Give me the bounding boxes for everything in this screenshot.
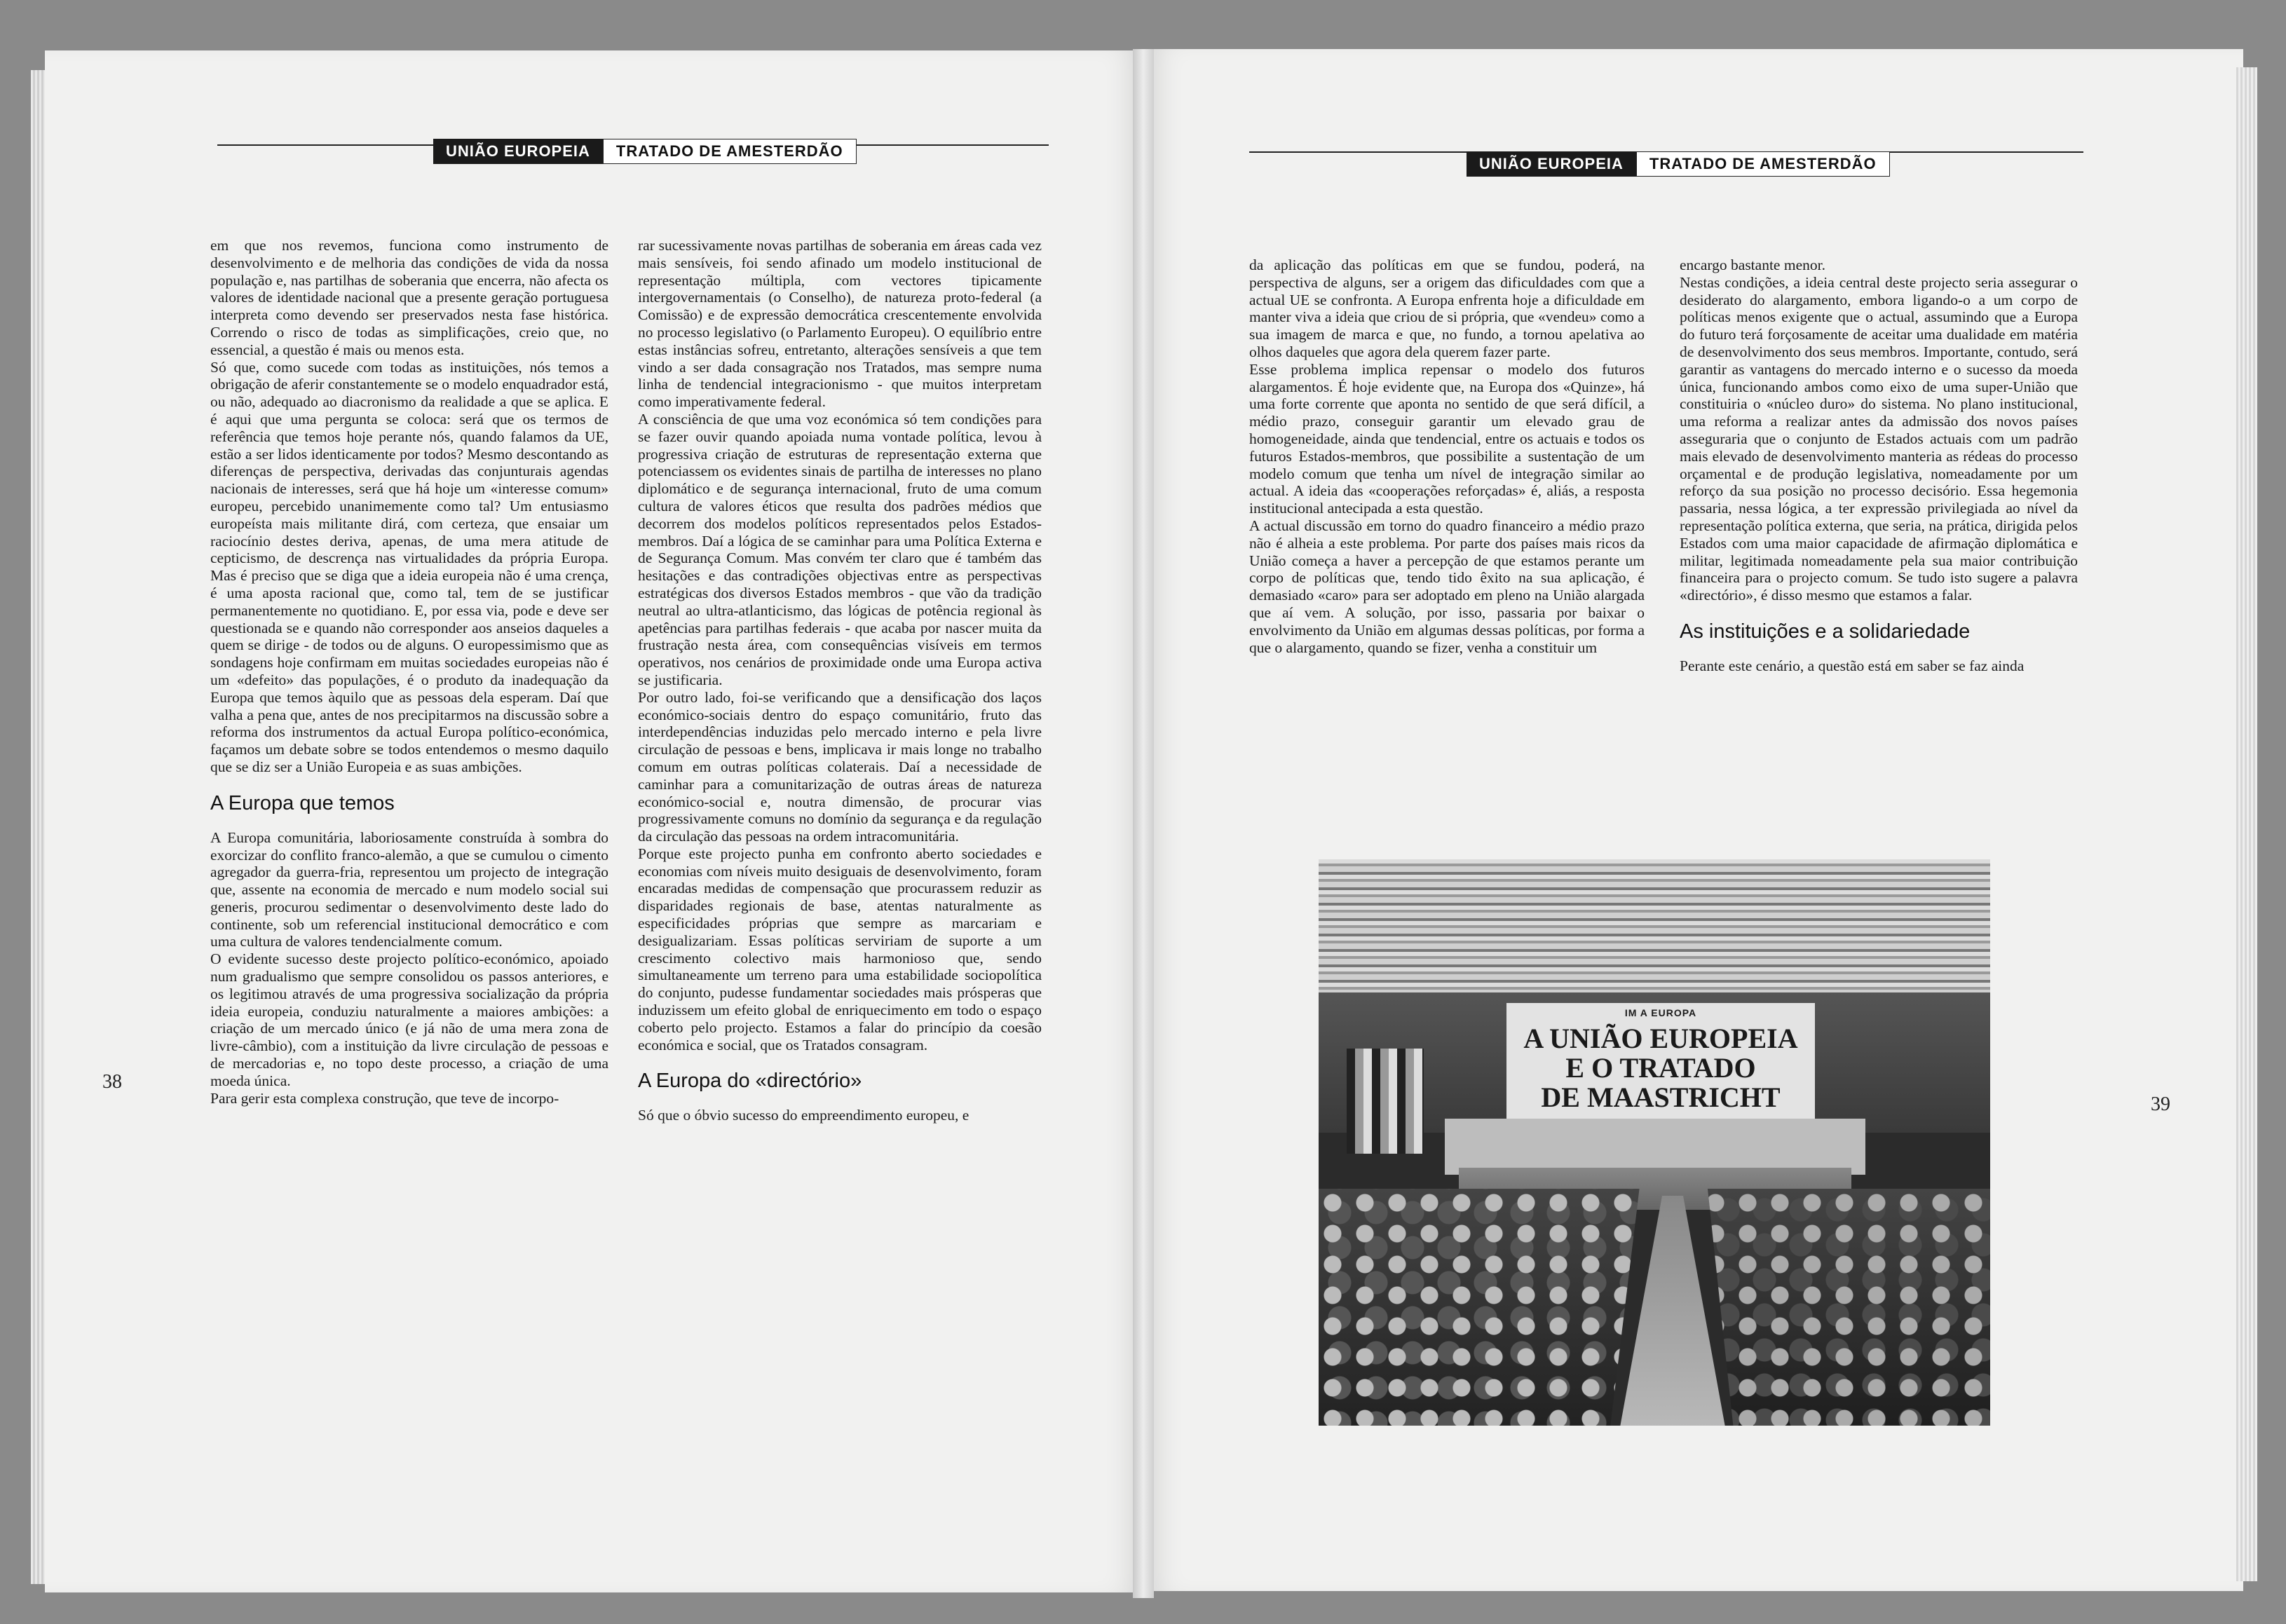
page-stack-edge-right: [2236, 67, 2257, 1581]
paragraph: Perante este cenário, a questão está em saber se faz ainda: [1680, 657, 2025, 674]
photo-banner: [1506, 1003, 1815, 1122]
running-header-left: [433, 139, 857, 164]
left-column-1: [210, 237, 608, 1107]
paragraph: O evidente sucesso deste projecto político-económico, apoiado num gradualismo que sempre consolidou os passos anteriores, e os legitimou através de uma progressiva socialização da própria ideia europeia, conduziu naturalmente a maiores ambições: a criação de um mercado único (e já não de uma mera zona de livre-câmbio), com a instituição da livre circulação de pessoas e de mercadorias e, no topo deste processo, a criação de uma moeda única.: [210, 950, 608, 1089]
paragraph: A consciência de que uma voz económica só tem condições para se fazer ouvir quando apoiada numa vontade política, levou à progressiva criação de estruturas de representação externa que potenciassem os evidentes sinais de partilha de interesses no plano diplomático e de segurança internacional, fruto de uma comum cultura de valores éticos que resulta dos padrões médios que decorrem dos modelos políticos representados pelos Estados-membros. Daí a lógica de se caminhar para uma Política Externa e de Segurança Comum. Mas convém ter claro que é também das hesitações e das contradições objectivas entre as perspectivas estratégicas dos diversos Estados membros - que vão da tradição neutral ao ultra-atlanticismo, das lógicas de potência regional às apetências para partilhas federais - que acaba por nascer muita da frustração nesta área, com consequências visíveis em termos operativos, nos cenários de proximidade onde uma Europa activa se justificaria.: [638, 410, 1042, 688]
conference-photo: [1319, 859, 1990, 1426]
running-header-right: [1467, 151, 1890, 177]
header-black-label: UNIÃO EUROPEIA: [1467, 151, 1636, 177]
paragraph: A actual discussão em torno do quadro financeiro a médio prazo não é alheia a este problema. Por parte dos países mais ricos da União começa a haver a percepção de que estamos perante um corpo de políticas que, tendo tido êxito na sua aplicação, é demasiado «caro» para ser adoptado em pleno na União alargada que aí vem. A solução, por isso, passaria por baixar o envolvimento da União em algumas dessas políticas, por forma a que o alargamento, quando se fizer, venha a constituir um: [1249, 517, 1645, 656]
paragraph: rar sucessivamente novas partilhas de soberania em áreas cada vez mais sensíveis, foi sendo afinado um modelo institucional de representação múltipla, com vectores tipicamente intergovernamentais (o Conselho), de natureza proto-federal (a Comissão) e de expressão democrática crescentemente envolvida no processo legislativo (o Parlamento Europeu). O equilíbrio entre estas instâncias sofreu, entretanto, alterações sensíveis a que tem vindo a ser dada consagração nos Tratados, mas sempre numa linha de tendencial integracionismo - que muitos interpretam como imperativamente federal.: [638, 237, 1042, 411]
right-column-2: [1680, 257, 2078, 675]
banner-line-3: DE MAASTRICHT: [1541, 1081, 1781, 1113]
paragraph: A Europa comunitária, laboriosamente construída à sombra do exorcizar do conflito franco-alemão, a que se cumulou o cimento agregador da guerra-fria, representou um projecto de integração que, assente na economia de mercado e num modelo social sui generis, procurou sedimentar o desenvolvimento deste lado do continente, sob um referencial institucional democrático e com uma cultura de valores tendencialmente comum.: [210, 828, 608, 950]
right-column-1: [1249, 257, 1645, 656]
paragraph: Só que o óbvio sucesso do empreendimento europeu, e: [638, 1107, 969, 1124]
photo-flags: [1347, 1049, 1424, 1154]
paragraph: Porque este projecto punha em confronto aberto sociedades e economias com níveis muito desiguais de desenvolvimento, foram encaradas medidas de compensação que procurassem reduzir as disparidades regionais de base, atentas naturalmente as especificidades próprias que sempre as marcariam e desigualizariam. Essas políticas serviriam de suporte a um crescimento colectivo mais harmonioso que, sendo simultaneamente um terreno para uma estabilidade sociopolítica do conjunto, pudesse fundamentar sociedades mais prósperas que induzissem um efeito global de enriquecimento em todo o espaço coberto pelo projecto. Estamos a falar do princípio da coesão económica e social, que os Tratados consagram.: [638, 845, 1042, 1053]
section-heading: A Europa do «directório»: [638, 1070, 862, 1093]
paragraph: Para gerir esta complexa construção, que teve de incorpo-: [210, 1089, 559, 1107]
header-white-label: TRATADO DE AMESTERDÃO: [603, 139, 857, 164]
photo-speakers-table: [1445, 1119, 1865, 1175]
banner-small-text: IM A EUROPA: [1624, 1007, 1697, 1018]
section-heading: As instituições e a solidariedade: [1680, 620, 1971, 643]
book-gutter: [1133, 49, 1154, 1598]
section-heading: A Europa que temos: [210, 791, 395, 814]
header-black-label: UNIÃO EUROPEIA: [433, 139, 603, 164]
banner-line-2: E O TRATADO: [1565, 1052, 1756, 1084]
header-white-label: TRATADO DE AMESTERDÃO: [1636, 151, 1890, 177]
paragraph: Só que, como sucede com todas as instituições, nós temos a obrigação de aferir constantemente se o modelo enquadrador está, ou não, adequado ao diacronismo da realidade a que se aplica. E é aqui que uma pergunta se coloca: será que os termos de referência que temos hoje perante nós, quando falamos da UE, estão a ser lidos identicamente por todos? Mesmo descontando as diferenças de perspectiva, derivadas das conjunturais agendas nacionais de interesses, será que há hoje um «interesse comum» europeu, percebido unanimemente como tal? Um entusiasmo europeísta mais militante dirá, com certeza, que ensaiar um raciocínio destes deriva, apenas, de uma mera atitude de cepticismo, de descrença nas virtualidades da própria Europa. Mas é preciso que se diga que a ideia europeia não é uma crença, é uma aposta racional que, como tal, tem de se justificar permanentemente no quotidiano. E, por essa via, pode e deve ser questionada se e quando não corresponder aos anseios daqueles a quem se dirige - de todos ou de alguns. O europessimismo que as sondagens hoje confirmam em muitas sociedades europeias não é um «defeito» das populações, é o produto da inadequação da Europa que temos àquilo que as pessoas dela esperam. Daí que valha a pena que, antes de nos precipitarmos na discussão sobre a reforma dos instrumentos da actual Europa político-económica, façamos um debate sobre se todos entendemos o mesmo daquilo que se diz ser a União Europeia e as suas ambições.: [210, 358, 608, 775]
paragraph: Nestas condições, a ideia central deste projecto seria assegurar o desiderato do alargamento, embora ligando-o a um corpo de políticas menos exigente que o actual, assumindo que a Europa do futuro terá forçosamente de aceitar uma dualidade em matéria de desenvolvimento dos seus membros. Importante, contudo, será garantir as vantagens do mercado interno e o sucesso da moeda única, funcionando ambos como eixo de uma super-União que constituiria o «núcleo duro» do sistema. No plano institucional, uma reforma a realizar antes da admissão dos novos países asseguraria que o conjunto de Estados actuais com um padrão mais elevado de desenvolvimento manteria as rédeas do processo orçamental e de produção legislativa, nomeadamente por um reforço da sua posição no processo decisório. Essa hegemonia passaria, nessa lógica, a ter expressão privilegiada ao nível da representação política externa, que seria, na prática, dirigida pelos Estados com uma maior capacidade de afirmação diplomática e militar, legitimada nomeadamente pela sua maior contribuição financeira para o projecto comum. Se tudo isto sugere a palavra «directório», é disso mesmo que estamos a falar.: [1680, 273, 2078, 604]
paragraph: em que nos revemos, funciona como instrumento de desenvolvimento e de melhoria das condições de vida da nossa população e, nas partilhas de soberania que encerra, não afecta os valores de identidade nacional que a presente geração portuguesa interpreta como devendo ser preservados nesta fase histórica. Correndo o risco de todas as simplificações, creio que, no essencial, a questão é mais ou menos esta.: [210, 237, 608, 358]
paragraph: Por outro lado, foi-se verificando que a densificação dos laços económico-sociais dentro do espaço comunitário, fruto das interdependências induzidas pelo mercado interno e pela livre circulação de pessoas e bens, implicava ir mais longe no trabalho comum em outras políticas colaterais. Daí a necessidade de caminhar para a comunitarização de outras áreas de natureza económico-social e, noutra dimensão, de procurar vias progressivamente comuns no domínio da segurança e da regulação da circulação das pessoas na ordem intracomunitária.: [638, 688, 1042, 845]
page-number-right: 39: [2151, 1093, 2170, 1115]
page-number-left: 38: [102, 1071, 122, 1093]
banner-line-1: A UNIÃO EUROPEIA: [1523, 1023, 1798, 1054]
paragraph: Esse problema implica repensar o modelo dos futuros alargamentos. É hoje evidente que, na Europa dos «Quinze», há uma forte corrente que aponta no sentido de que será difícil, a médio prazo, conseguir garantir um elevado grau de homogeneidade, ainda que tendencial, entre os actuais e todos os futuros Estados-membros, que possibilite a sustentação de um modelo comum que tenha um nível de integração similar ao actual. A ideia das «cooperações reforçadas» é, aliás, a resposta institucional antecipada a esta questão.: [1249, 360, 1645, 517]
photo-aisle: [1620, 1196, 1725, 1426]
left-column-2: [638, 237, 1042, 1124]
paragraph: encargo bastante menor.: [1680, 257, 1825, 273]
paragraph: da aplicação das políticas em que se fundou, poderá, na perspectiva de alguns, ser a origem das dificuldades com que a actual UE se confronta. A Europa enfrenta hoje a dificuldade em manter viva a ideia que criou de si própria, que «vendeu» como a sua imagem de marca e que, no fundo, a tornou apelativa ao olhos daqueles que agora dela querem fazer parte.: [1249, 257, 1645, 360]
photo-ceiling: [1319, 859, 1990, 992]
